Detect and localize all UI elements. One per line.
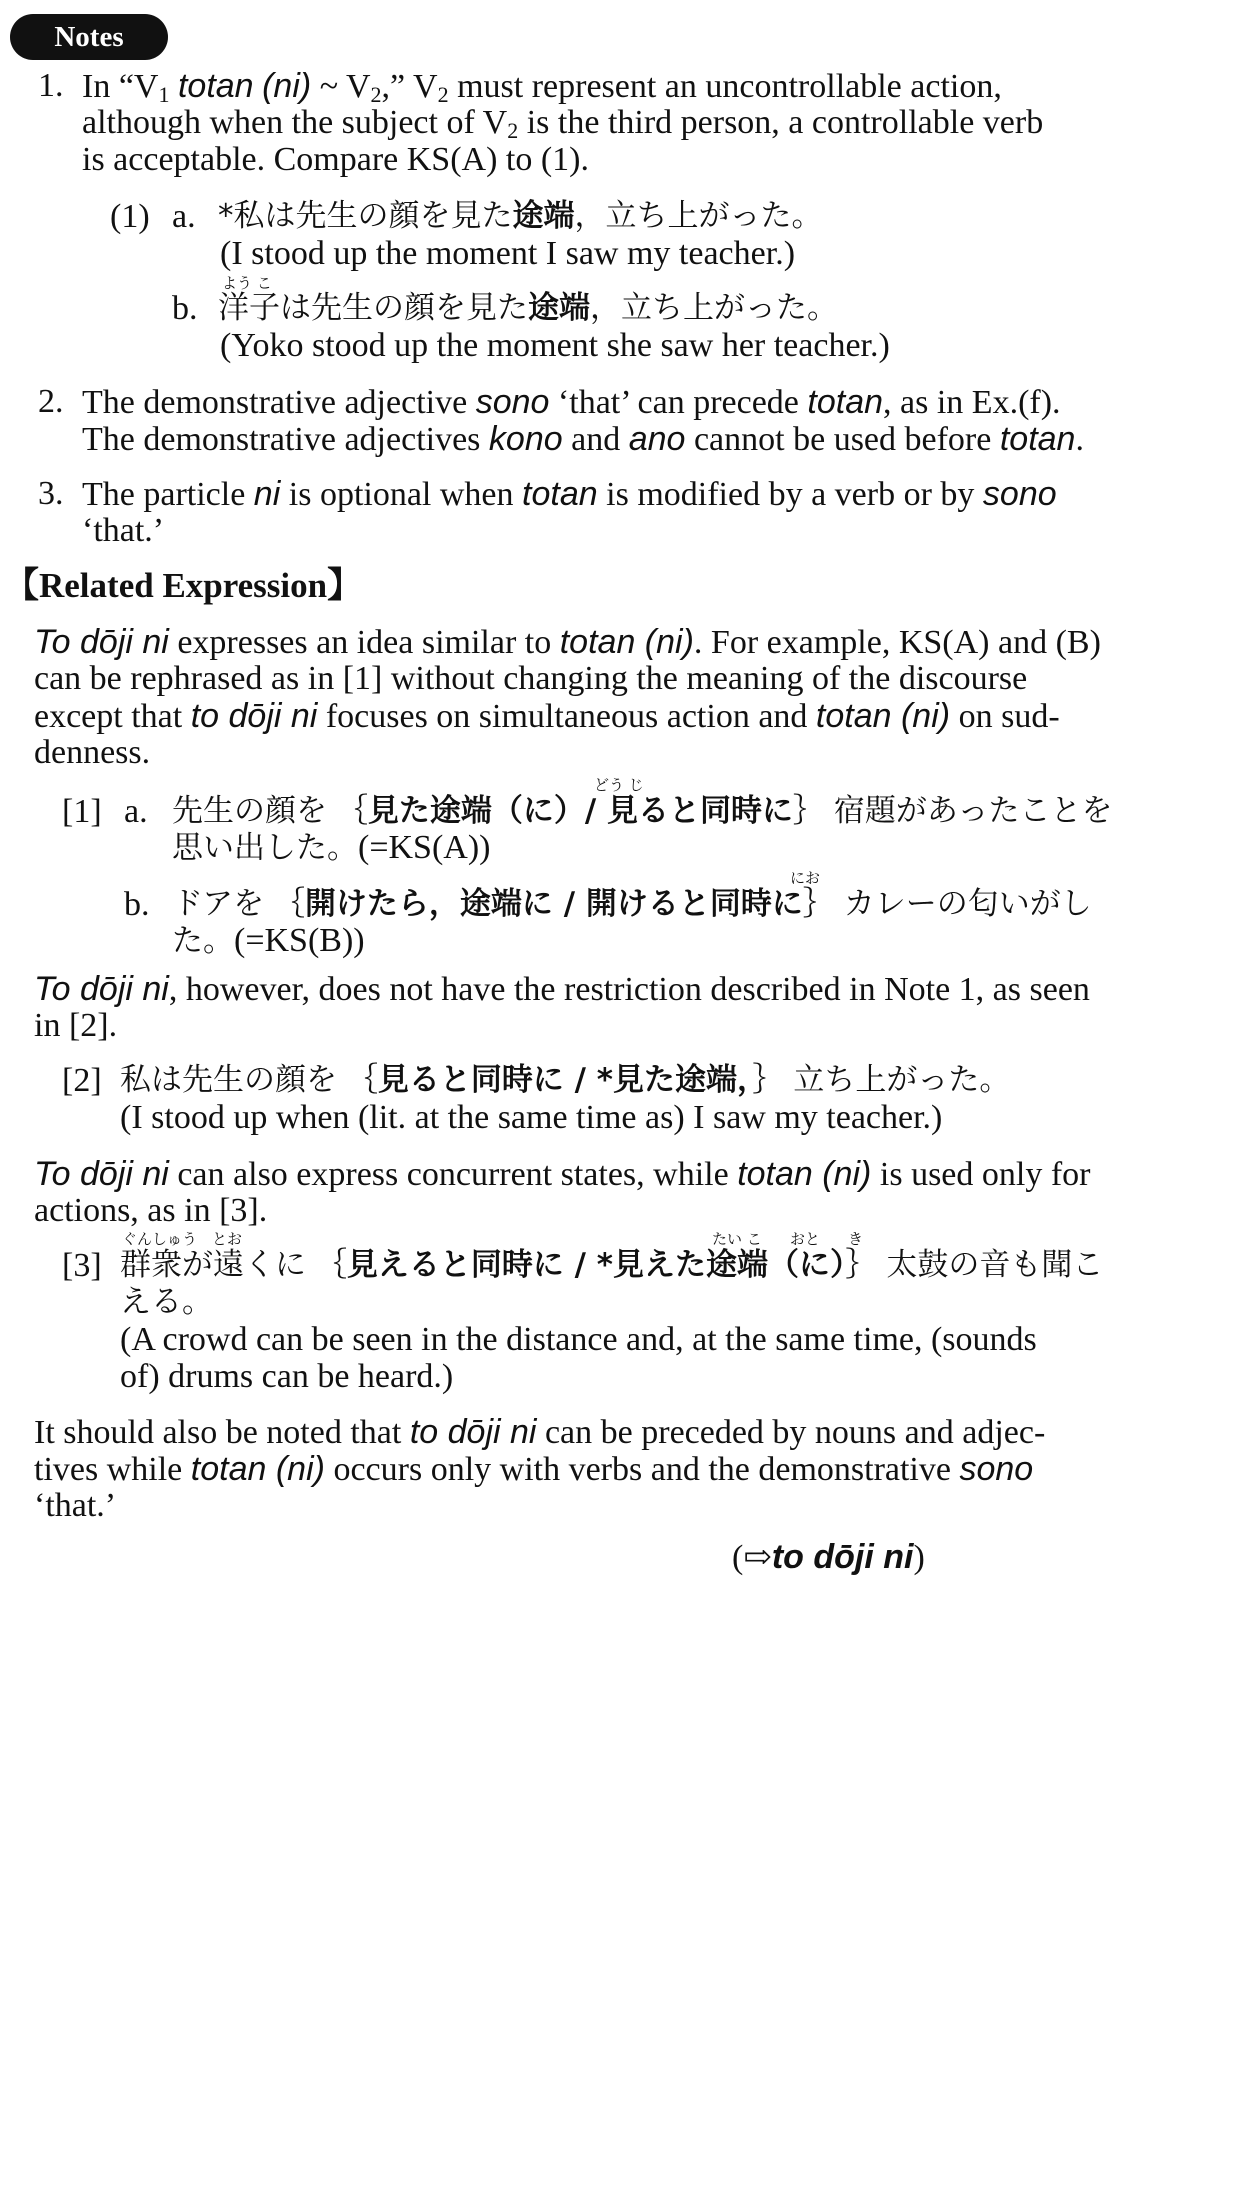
related-p4-line-2: tives while totan (ni) occurs only with verbs and the demonstrative sono [34, 1450, 1034, 1488]
related-p1-line-4: denness. [34, 734, 151, 771]
ex-1b-japanese-line-1: ドアを ｛開けたら，途端に / 開けると同時に｝ カレーの匂いがし [172, 886, 1092, 922]
example-1b-translation: (Yoko stood up the moment she saw her teacher.) [220, 327, 890, 364]
related-p2-line-1: To dōji ni, however, does not have the restriction described in Note 1, as seen [34, 970, 1090, 1008]
example-1-label: (1) [110, 198, 150, 235]
ex-3-ruby-2: とお [212, 1230, 243, 1248]
ex-3-japanese-line-1: 群衆が遠くに ｛見えると同時に / *見えた途端（に）｝ 太鼓の音も聞こ [120, 1247, 1104, 1283]
related-p1-line-2: can be rephrased as in [1] without changing the meaning of the discourse [34, 660, 1028, 697]
ex-1-label: [1] [62, 793, 102, 830]
crossref-link[interactable]: (⇨to dōji ni) [732, 1538, 925, 1576]
ex-2-translation: (I stood up when (lit. at the same time as) I saw my teacher.) [120, 1099, 943, 1136]
note-2-number: 2. [38, 383, 64, 420]
example-1a-label: a. [172, 198, 196, 235]
example-1a-japanese: *私は先生の顔を見た途端，立ち上がった。 [218, 198, 823, 234]
note-1-line-3: is acceptable. Compare KS(A) to (1). [82, 141, 589, 178]
notes-badge: Notes [10, 14, 168, 60]
note-2-line-1: The demonstrative adjective sono ‘that’ can precede totan, as in Ex.(f). [82, 383, 1061, 421]
ex-3-ruby-4: おと [790, 1230, 821, 1248]
ex-2-japanese: 私は先生の顔を ｛見ると同時に / *見た途端，｝ 立ち上がった。 [120, 1062, 1011, 1098]
ex-3-label: [3] [62, 1247, 102, 1284]
ex-1b-label: b. [124, 886, 150, 923]
related-p4-line-3: ‘that.’ [34, 1487, 117, 1524]
example-1a-translation: (I stood up the moment I saw my teacher.) [220, 235, 796, 272]
ex-3-ruby-1: ぐんしゅう [122, 1230, 198, 1248]
related-p1-line-3: except that to dōji ni focuses on simultaneous action and totan (ni) on sud- [34, 697, 1060, 735]
ex-3-ruby-5: き [848, 1230, 864, 1248]
example-1b-ruby: よう こ [222, 274, 272, 292]
ex-2-label: [2] [62, 1062, 102, 1099]
ex-1a-line-2: 思い出した。(=KS(A)) [172, 829, 491, 866]
note-1-number: 1. [38, 67, 64, 104]
note-1-line-1: In “$V_1$ totan (ni) ~ $V_2$,” $V_2$ must represent an uncontrollable action, [82, 67, 1002, 107]
ex-1b-line-2: た。(=KS(B)) [172, 922, 365, 959]
related-expression-heading: 【Related Expression】 [4, 566, 363, 605]
related-p2-line-2: in [2]. [34, 1007, 118, 1044]
ex-1a-label: a. [124, 793, 148, 830]
related-p3-line-1: To dōji ni can also express concurrent states, while totan (ni) is used only for [34, 1155, 1091, 1193]
related-p3-line-2: actions, as in [3]. [34, 1192, 268, 1229]
ex-1a-ruby: どう じ [594, 776, 644, 794]
note-3-line-2: ‘that.’ [82, 512, 165, 549]
ex-1a-japanese-line-1: 先生の顔を ｛見た途端（に）/ 見ると同時に｝ 宿題があったことを [172, 793, 1113, 829]
note-3-number: 3. [38, 475, 64, 512]
ex-3-ruby-3: たい こ [712, 1230, 762, 1248]
note-2-line-2: The demonstrative adjectives kono and ano cannot be used before totan. [82, 420, 1084, 458]
crossref-term[interactable]: to dōji ni [771, 1538, 914, 1576]
related-p4-line-1: It should also be noted that to dōji ni can be preceded by nouns and adjec- [34, 1413, 1046, 1451]
ex-3-translation-line-2: of) drums can be heard.) [120, 1358, 454, 1395]
related-p1-line-1: To dōji ni expresses an idea similar to totan (ni). For example, KS(A) and (B) [34, 623, 1101, 661]
ex-3-japanese-line-2: える。 [120, 1284, 213, 1320]
ex-3-translation-line-1: (A crowd can be seen in the distance and, at the same time, (sounds [120, 1321, 1037, 1358]
example-1b-japanese: 洋子は先生の顔を見た途端，立ち上がった。 [218, 290, 838, 326]
note-1-line-2: although when the subject of $V_2$ is the third person, a controllable verb [82, 104, 1044, 143]
ex-1b-ruby: にお [790, 869, 821, 887]
example-1b-label: b. [172, 290, 198, 327]
note-3-line-1: The particle ni is optional when totan is modified by a verb or by sono [82, 475, 1057, 513]
